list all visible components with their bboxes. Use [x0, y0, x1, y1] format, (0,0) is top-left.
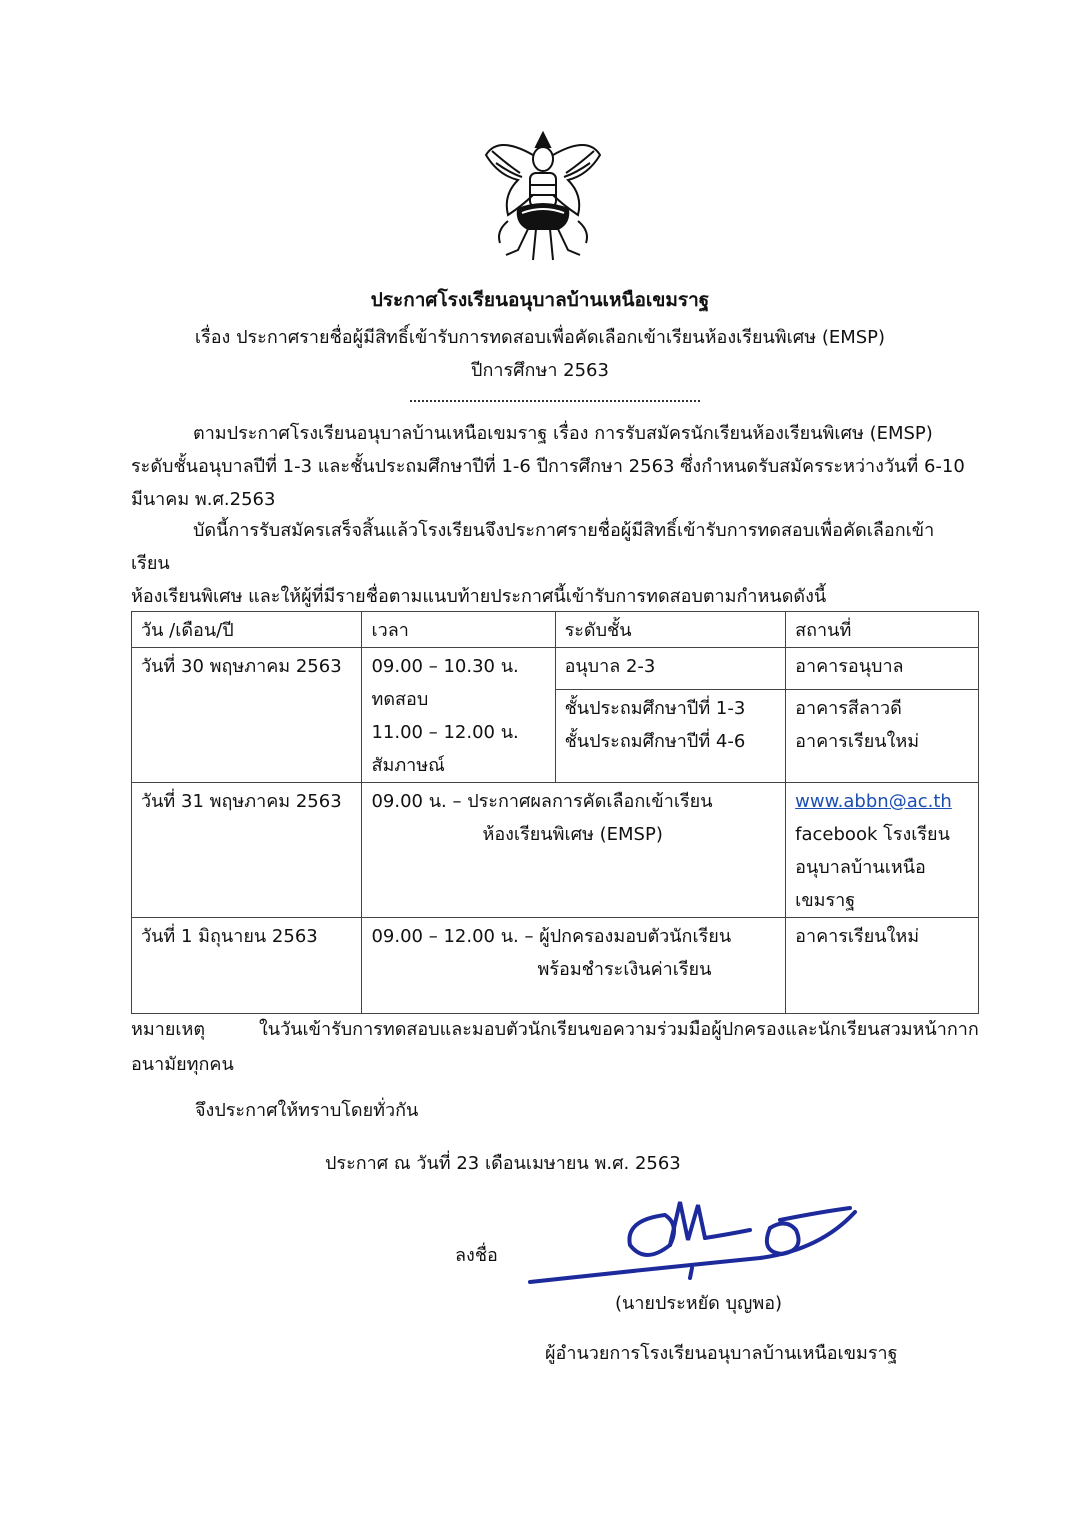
academic-year: ปีการศึกษา 2563: [471, 360, 609, 381]
row1-time: [362, 648, 555, 783]
paragraph-2-line-2: ห้องเรียนพิเศษ และให้ผู้ที่มีรายชื่อตามแนบท้ายประกาศนี้เข้ารับการทดสอบตามกำหนดดังนี้: [131, 586, 827, 607]
table-row: [132, 783, 979, 918]
row2-activity-1: 09.00 น. – ประกาศผลการคัดเลือกเข้าเรียน: [371, 791, 713, 812]
garuda-emblem-icon: [478, 125, 608, 270]
dotted-divider: [410, 390, 700, 402]
row2-place-2: facebook โรงเรียน: [795, 824, 950, 845]
paragraph-2-line-1: บัดนี้การรับสมัครเสร็จสิ้นแล้วโรงเรียนจึงประกาศรายชื่อผู้มีสิทธิ์เข้ารับการทดสอบเพื่อคัดเลือกเข้าเรียน: [131, 520, 935, 574]
row2-place-4: เขมราฐ: [795, 890, 856, 911]
row1-time-1: 09.00 – 10.30 น.: [371, 656, 519, 677]
table-header-row: [132, 612, 979, 648]
row1-place-b2: อาคารเรียนใหม่: [795, 731, 920, 752]
closing-statement: จึงประกาศให้ทราบโดยทั่วกัน: [195, 1100, 419, 1121]
row1-level-a: อนุบาล 2-3: [555, 648, 786, 690]
signer-name: (นายประหยัด บุญพอ): [615, 1293, 783, 1314]
note-line-1: ในวันเข้ารับการทดสอบและมอบตัวนักเรียนขอความร่วมมือผู้ปกครองและนักเรียนสวมหน้ากาก: [259, 1019, 979, 1040]
header-level: ระดับชั้น: [555, 612, 786, 648]
header-time: เวลา: [362, 612, 555, 648]
table-row: [132, 648, 979, 690]
row3-date: วันที่ 1 มิถุนายน 2563: [132, 918, 362, 1014]
note-label: หมายเหตุ: [131, 1019, 206, 1040]
website-link[interactable]: www.abbn@ac.th: [795, 791, 952, 812]
row1-time-4: สัมภาษณ์: [371, 755, 445, 776]
announcement-title: ประกาศโรงเรียนอนุบาลบ้านเหนือเขมราฐ: [370, 289, 710, 311]
row1-place-b1: อาคารสีลาวดี: [795, 698, 902, 719]
paragraph-1-line-3: มีนาคม พ.ศ.2563: [131, 489, 276, 510]
schedule-table: [131, 611, 979, 1014]
paragraph-1: [131, 417, 971, 516]
row2-place: [786, 783, 979, 918]
paragraph-1-line-2: ระดับชั้นอนุบาลปีที่ 1-3 และชั้นประถมศึกษาปีที่ 1-6 ปีการศึกษา 2563 ซึ่งกำหนดรับสมัครระหว่างวันที่ 6-10: [131, 456, 965, 477]
row1-level-b2: ชั้นประถมศึกษาปีที่ 4-6: [564, 731, 746, 752]
announcement-date: ประกาศ ณ วันที่ 23 เดือนเมษายน พ.ศ. 2563: [325, 1153, 681, 1174]
row1-level-b1: ชั้นประถมศึกษาปีที่ 1-3: [564, 698, 746, 719]
row2-activity: [362, 783, 786, 918]
row3-activity-1: 09.00 – 12.00 น. – ผู้ปกครองมอบตัวนักเรียน: [371, 926, 732, 947]
row1-place-a: อาคารอนุบาล: [786, 648, 979, 690]
header-place: สถานที่: [786, 612, 979, 648]
signer-position: ผู้อำนวยการโรงเรียนอนุบาลบ้านเหนือเขมราฐ: [545, 1343, 898, 1364]
row2-date: วันที่ 31 พฤษภาคม 2563: [132, 783, 362, 918]
paragraph-2: [131, 514, 971, 613]
paragraph-1-line-1: ตามประกาศโรงเรียนอนุบาลบ้านเหนือเขมราฐ เรื่อง การรับสมัครนักเรียนห้องเรียนพิเศษ (EMSP): [193, 423, 933, 444]
row2-activity-2: ห้องเรียนพิเศษ (EMSP): [482, 824, 663, 845]
row1-date: วันที่ 30 พฤษภาคม 2563: [132, 648, 362, 783]
note-line-2: อนามัยทุกคน: [131, 1054, 234, 1075]
row3-activity-2: พร้อมชำระเงินค่าเรียน: [537, 959, 712, 980]
row1-time-3: 11.00 – 12.00 น.: [371, 722, 519, 743]
row1-time-2: ทดสอบ: [371, 689, 429, 710]
row3-place: อาคารเรียนใหม่: [786, 918, 979, 1014]
header-date: วัน /เดือน/ปี: [132, 612, 362, 648]
row1-place-b: [786, 690, 979, 783]
row2-place-3: อนุบาลบ้านเหนือ: [795, 857, 926, 878]
row3-activity: [362, 918, 786, 1014]
table-row: [132, 918, 979, 1014]
sign-label: ลงชื่อ: [455, 1245, 498, 1266]
handwritten-signature: [520, 1190, 865, 1300]
announcement-subject: เรื่อง ประกาศรายชื่อผู้มีสิทธิ์เข้ารับการทดสอบเพื่อคัดเลือกเข้าเรียนห้องเรียนพิเศษ (EMSP): [194, 327, 886, 348]
row1-level-b: [555, 690, 786, 783]
note: [131, 1012, 981, 1082]
